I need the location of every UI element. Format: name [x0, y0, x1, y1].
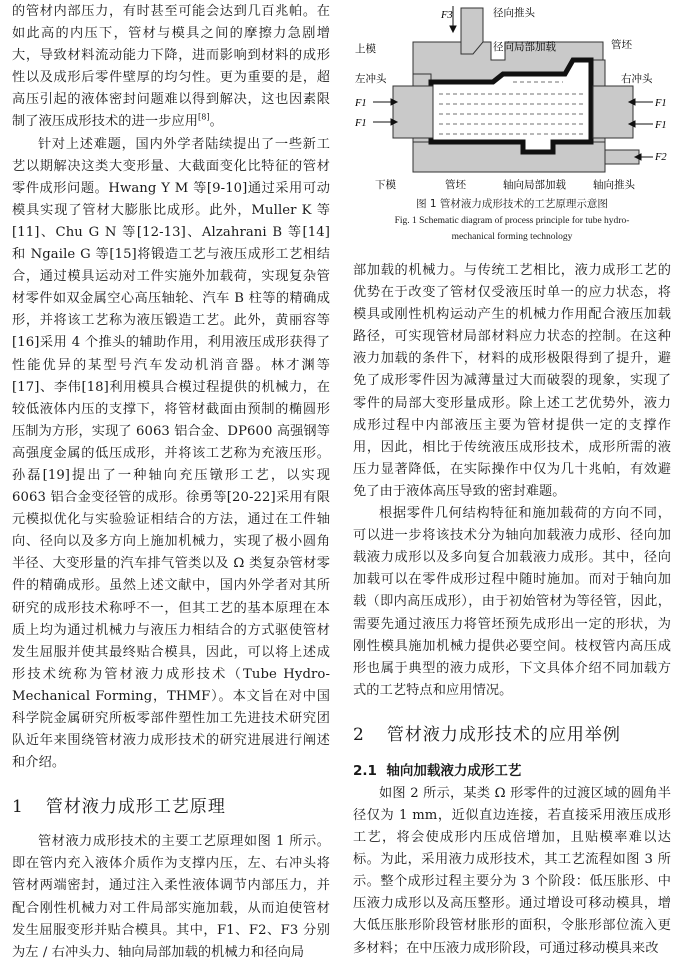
label-f1-right-bottom: F1	[655, 120, 667, 131]
section-2-heading	[353, 720, 671, 745]
figure-caption-zh: 图 1 管材液力成形技术的工艺原理示意图	[416, 198, 608, 210]
subsection-title: 轴向加载液力成形工艺	[386, 762, 522, 779]
section-title: 管材液力成形技术的应用举例	[386, 724, 621, 745]
label-f1-left-bottom: F1	[355, 118, 367, 129]
label-radial-local-load: 径向局部加载	[493, 41, 556, 53]
lower-die	[413, 142, 605, 172]
label-f3: F3	[441, 10, 453, 21]
subsection-2-1-heading	[353, 759, 671, 779]
label-axial-punch: 轴向推头	[593, 179, 635, 191]
label-tube-top: 管坯	[611, 39, 632, 51]
paragraph-principle: 管材液力成形技术的主要工艺原理如图 1 所示。即在管内充入液体介质作为支撑内压，左、右冲头将管材两端密封，通过注入柔性液体调节内部压力，并配合刚性机械力对工件局部实施加载，从而迫使管材发生屈服变形并贴合模具。其中，F1、F2、F3 分别为左 / 右冲头力、轴向局部加载的机械力和径向局	[12, 834, 330, 960]
figure-1	[353, 2, 671, 245]
paragraph-axial-loading: 如图 2 所示，某类 Ω 形零件的过渡区域的圆角半径仅为 1 mm，近似直边连接，若直接采用液压成形工艺，将会使成形内压成倍增加，且贴模率难以达标。为此，采用液力成形技术，其工艺流程如图 3 所示。整个成形过程主要分为 3 个阶段：低压胀形、中压液力成形以及高压整形。通过增设可移动模具，增大低压胀形阶段管材胀形的面积，令胀形部位流入更多材料；在中压液力成形阶段，可通过移动模具来改	[353, 785, 671, 956]
label-f1-left-top: F1	[355, 98, 367, 109]
label-tube-bottom: 管坯	[445, 179, 466, 191]
label-f2: F2	[655, 152, 667, 163]
right-column	[353, 260, 671, 960]
paragraph-background: 针对上述难题，国内外学者陆续提出了一些新工艺以期解决这类大变形量、大截面变化比特征的管材零件成形问题。Hwang Y M 等[9-10]通过采用可动模具实现了管材大膨胀比成形。此外，Muller K 等[11]、Chu G N 等[12-13]、Alzahrani B 等[14] 和 Ngaile G 等[15]将锻造工艺与液压成形工艺相结合，通过模具运动对工件实施外加载荷，实现复杂管材零件如双金属空心高压轴轮、汽车 B 柱等的精确成形，并将该工艺称为液压锻造工艺。此外，黄丽容等[16]采用 4 个推头的辅助作用，利用液压成形获得了性能优异的某型号汽车发动机消音器。林才渊等[17]、李伟[18]利用模具合模过程提供的机械力，在较低液体内压的支撑下，将管材截面由预制的椭圆形压制为方形，实现了 6063 铝合金、DP600 高强钢等高强度金属的低压成形，并将该工艺称为充液压形。孙磊[19]提出了一种轴向充压镦形工艺，以实现 6063 铝合金变径管的成形。徐勇等[20-22]采用有限元模拟优化与实验验证相结合的方法，通过在工件轴向、径向以及多方向上施加机械力，实现了极小圆角半径、大变形量的汽车排气管类以及 Ω 类复杂管材零件的精确成形。虽然上述文献中，国内外学者对其所研究的成形技术称呼不一，但其工艺的基本原理在本质上均为通过机械力与液压力相结合的方式驱使管材发生屈服并使其最终贴合模具，因此，可以将上述成形技术统称为管材液力成形技术（Tube Hydro-Mechanical Forming，THMF）。本文旨在对中国科学院金属研究所板零部件塑性加工先进技术研究团队近年来围绕管材液力成形技术的研究进展进行阐述和介绍。	[12, 136, 330, 771]
label-upper-die: 上模	[355, 43, 376, 55]
reference-mark: [8]	[198, 113, 210, 123]
left-column	[12, 0, 330, 964]
subsection-number: 2.1	[353, 762, 377, 779]
section-number: 1	[12, 797, 24, 818]
label-left-punch: 左冲头	[355, 73, 387, 85]
section-title: 管材液力成形工艺原理	[45, 797, 226, 818]
section-1-heading	[12, 792, 330, 817]
section-number: 2	[353, 724, 365, 745]
label-f1-right-top: F1	[655, 98, 667, 109]
paragraph-intro-continued: 的管材内部压力，有时甚至可能会达到几百兆帕。在如此高的内压下，管材与模具之间的摩擦力急剧增大，导致材料流动能力下降，进而影响到材料的成形性以及成形后零件壁厚的均匀性。更为重要的是，超高压引起的液体密封问题难以得到解决，这也因素限制了液压成形技术的进一步应用[8]。	[12, 4, 330, 130]
process-schematic	[353, 2, 671, 192]
right-punch	[593, 86, 633, 138]
label-axial-local-load: 轴向局部加载	[503, 179, 566, 191]
figure-caption-en-line2: mechanical forming technology	[451, 232, 573, 242]
label-radial-punch: 径向推头	[493, 7, 535, 19]
paragraph-advantages: 部加载的机械力。与传统工艺相比，液力成形工艺的优势在于改变了管材仅受液压时单一的应力状态，将模具或刚性机构运动产生的机械力作用配合液压加载路径，可实现管材局部材料应力状态的控制。在这种液力加载的条件下，材料的成形极限得到了提升，避免了成形零件因为减薄量过大而破裂的现象，实现了零件的局部大变形量成形。除上述工艺优势外，液力成形过程中内部液压主要为管材提供一定的支撑作用，因此，相比于传统液压成形技术，成形所需的液压力显著降低，在实际操作中仅为几十兆帕，有效避免了由于液体高压导致的密封难题。	[353, 263, 671, 499]
label-lower-die: 下模	[375, 179, 396, 191]
paragraph-classification: 根据零件几何结构特征和施加载荷的方向不同，可以进一步将该技术分为轴向加载液力成形、径向加载液力成形以及多向复合加载液力成形。其中，径向加载可以在零件成形过程中随时施加。而对于轴向加载（即内高压成形），由于初始管材为等径管，因此，需要先通过液压力将管坯预先成形出一定的形状，为刚性模具施加机械力提供必要空间。枝杈管内高压成形也属于典型的液力成形，下文具体介绍不同加载方式的工艺特点和应用情况。	[353, 506, 671, 698]
label-right-punch: 右冲头	[621, 73, 653, 85]
left-punch	[393, 86, 433, 138]
figure-caption-en-line1: Fig. 1 Schematic diagram of process principle for tube hydro-	[394, 216, 630, 226]
